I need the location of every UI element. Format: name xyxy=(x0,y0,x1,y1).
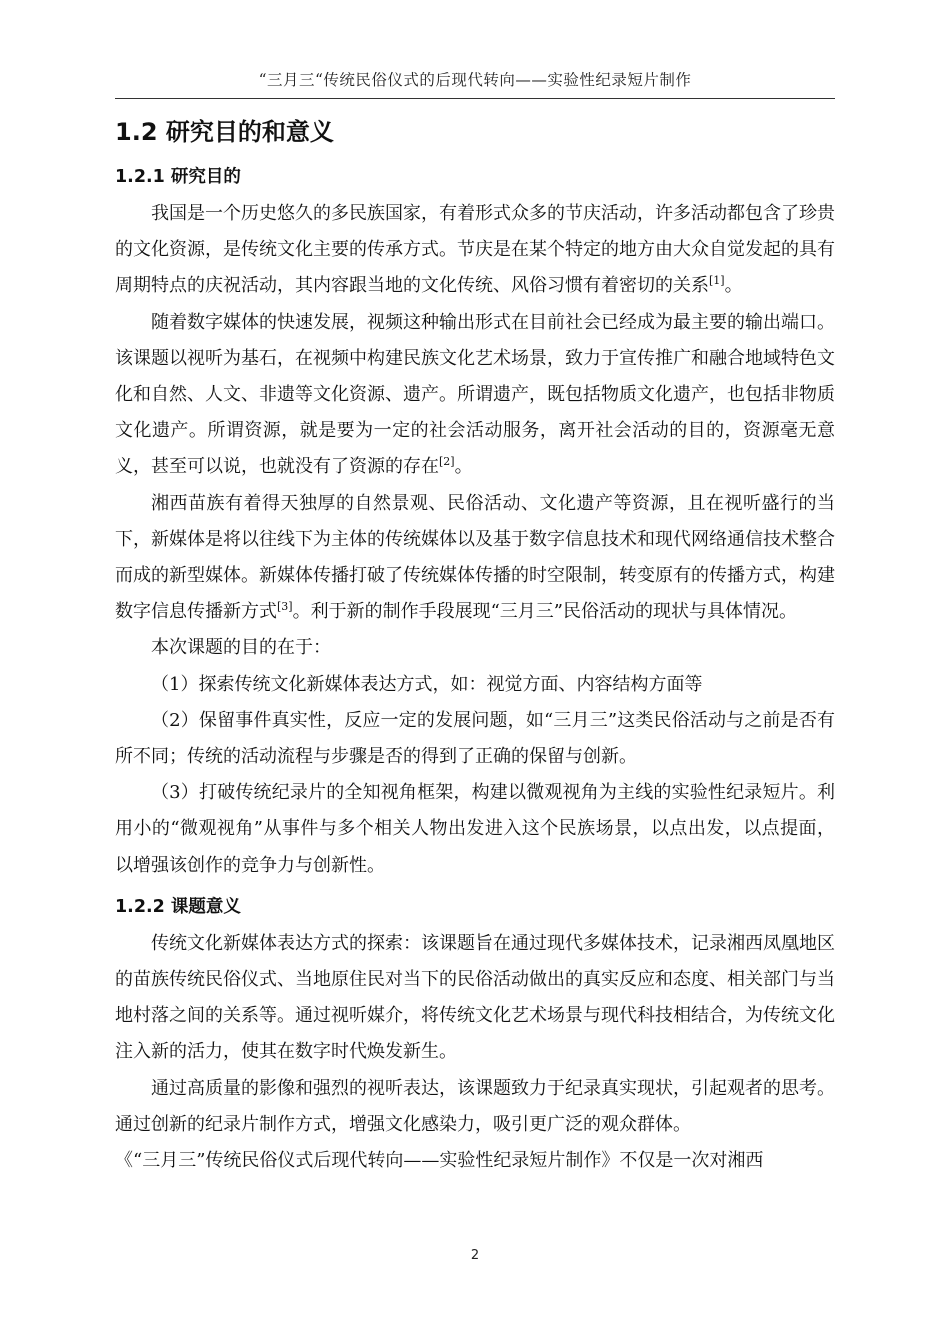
paragraph-text: 随着数字媒体的快速发展，视频这种输出形式在目前社会已经成为最主要的输出端口。该课题以视听为基石，在视频中构建民族文化艺术场景，致力于宣传推广和融合地域特色文化和自然、人文、非遗等文化资源、遗产。所谓遗产，既包括物质文化遗产，也包括非物质文化遗产。所谓资源，就是要为一定的社会活动服务，离开社会活动的目的，资源毫无意义，甚至可以说，也就没有了资源的存在 xyxy=(115,311,835,478)
citation-ref: [2] xyxy=(439,455,455,469)
paragraph: 传统文化新媒体表达方式的探索：该课题旨在通过现代多媒体技术，记录湘西凤凰地区的苗族传统民俗仪式、当地原住民对当下的民俗活动做出的真实反应和态度、相关部门与当地村落之间的关系等。通过视听媒介，将传统文化艺术场景与现代科技相结合，为传统文化注入新的活力，使其在数字时代焕发新生。 xyxy=(115,932,835,1063)
section-heading: 1.2 研究目的和意义 xyxy=(115,118,334,146)
paragraph-text: 我国是一个历史悠久的多民族国家，有着形式众多的节庆活动，许多活动都包含了珍贵的文化资源，是传统文化主要的传承方式。节庆是在某个特定的地方由大众自觉发起的具有周期特点的庆祝活动，其内容跟当地的文化传统、风俗习惯有着密切的关系 xyxy=(115,203,835,297)
paragraph xyxy=(115,305,835,486)
running-header: “三月三“传统民俗仪式的后现代转向——实验性纪录短片制作 xyxy=(258,71,692,89)
list-item: （3）打破传统纪录片的全知视角框架，构建以微观视角为主线的实验性纪录短片。利用小的“微观视角”从事件与多个相关人物出发进入这个民族场景，以点出发，以点提面，以增强该创作的竞争力与创新性。 xyxy=(115,782,835,876)
list-item: （2）保留事件真实性，反应一定的发展问题，如“三月三”这类民俗活动与之前是否有所不同；传统的活动流程与步骤是否的得到了正确的保留与创新。 xyxy=(115,709,835,768)
paragraph xyxy=(115,486,835,631)
paragraph-text: 。 xyxy=(454,456,473,478)
paragraph-text: 。 xyxy=(724,275,743,297)
paragraph: 本次课题的目的在于： xyxy=(151,637,331,659)
paragraph: 《“三月三”传统民俗仪式后现代转向——实验性纪录短片制作》不仅是一次对湘西 xyxy=(115,1150,764,1172)
subsection-heading-purpose: 1.2.1 研究目的 xyxy=(115,167,241,187)
header-rule xyxy=(115,98,835,99)
subsection-heading-significance: 1.2.2 课题意义 xyxy=(115,896,241,917)
citation-ref: [3] xyxy=(277,600,293,614)
page-number: 2 xyxy=(470,1248,480,1263)
citation-ref: [1] xyxy=(709,274,725,288)
paragraph-text: 。利于新的制作手段展现“三月三”民俗活动的现状与具体情况。 xyxy=(292,601,797,623)
paragraph: 通过高质量的影像和强烈的视听表达，该课题致力于纪录真实现状，引起观者的思考。通过创新的纪录片制作方式，增强文化感染力，吸引更广泛的观众群体。 xyxy=(115,1077,835,1135)
list-item: （1）探索传统文化新媒体表达方式，如：视觉方面、内容结构方面等 xyxy=(151,673,703,695)
paragraph-text: 湘西苗族有着得天独厚的自然景观、民俗活动、文化遗产等资源，且在视听盛行的当下，新媒体是将以往线下为主体的传统媒体以及基于数字信息技术和现代网络通信技术整合而成的新型媒体。新媒体传播打破了传统媒体传播的时空限制，转变原有的传播方式，构建数字信息传播新方式 xyxy=(115,492,835,623)
paragraph xyxy=(115,196,835,305)
page-body xyxy=(115,112,835,1179)
